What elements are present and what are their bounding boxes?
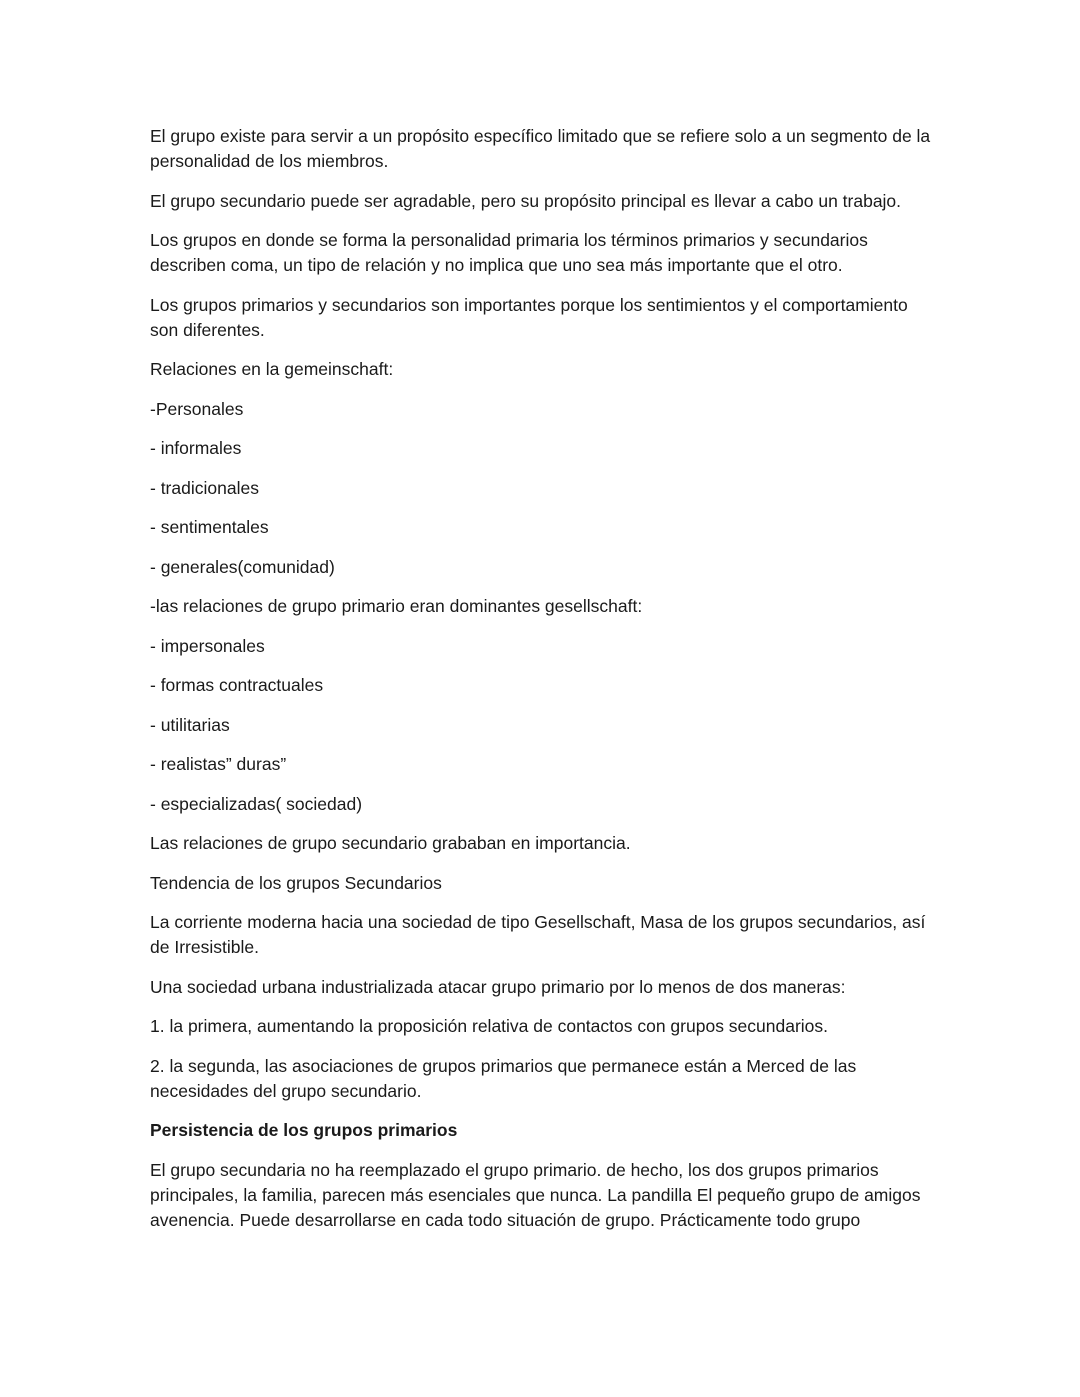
paragraph-purpose: El grupo existe para servir a un propósito específico limitado que se refiere solo a un segmento de la personalidad de los miembros. (150, 126, 931, 171)
document-page (150, 124, 940, 1247)
paragraph-persistence: El grupo secundaria no ha reemplazado el grupo primario. de hecho, los dos grupos primarios principales, la familia, parecen más esenciales que nunca. La pandilla El pequeño grupo de amigos avenencia. Puede desarrollarse en cada todo situación de grupo. Prácticamente todo grupo (150, 1159, 921, 1230)
paragraph-tendency-heading: Tendencia de los grupos Secundarios (150, 872, 442, 893)
paragraph-modern-current: La corriente moderna hacia una sociedad de tipo Gesellschaft, Masa de los grupos secundarios, así de Irresistible. (150, 912, 926, 957)
section-heading-persistence: Persistencia de los grupos primarios (150, 1120, 458, 1140)
paragraph-primary-personality: Los grupos en donde se forma la personalidad primaria los términos primarios y secundarios describen coma, un tipo de relación y no implica que uno sea más importante que el otro. (150, 230, 868, 275)
list-item: - sentimentales (150, 517, 269, 537)
list-item: - impersonales (150, 635, 265, 656)
list-item: - utilitarias (150, 714, 230, 735)
paragraph-secondary-group: El grupo secundario puede ser agradable, pero su propósito principal es llevar a cabo un trabajo. (150, 190, 902, 211)
list-item: -Personales (150, 398, 244, 419)
list-item: - informales (150, 438, 242, 458)
list-item: - formas contractuales (150, 675, 324, 695)
paragraph-urban-society: Una sociedad urbana industrializada atacar grupo primario por lo menos de dos maneras: (150, 976, 846, 997)
list-item: - realistas” duras” (150, 754, 287, 774)
list-item: - generales(comunidad) (150, 556, 335, 577)
list-item: - especializadas( sociedad) (150, 793, 363, 814)
list-item: - tradicionales (150, 477, 259, 498)
list-item-numbered: 1. la primera, aumentando la proposición relativa de contactos con grupos secundarios. (150, 1016, 829, 1036)
paragraph-secondary-importance: Las relaciones de grupo secundario grababan en importancia. (150, 833, 631, 853)
paragraph-gemeinschaft-heading: Relaciones en la gemeinschaft: (150, 359, 394, 379)
list-item-numbered: 2. la segunda, las asociaciones de grupos primarios que permanece están a Merced de las necesidades del grupo secundario. (150, 1055, 857, 1101)
paragraph-gesellschaft-heading: -las relaciones de grupo primario eran dominantes gesellschaft: (150, 596, 643, 616)
paragraph-importance: Los grupos primarios y secundarios son importantes porque los sentimientos y el comportamiento son diferentes. (150, 294, 908, 340)
